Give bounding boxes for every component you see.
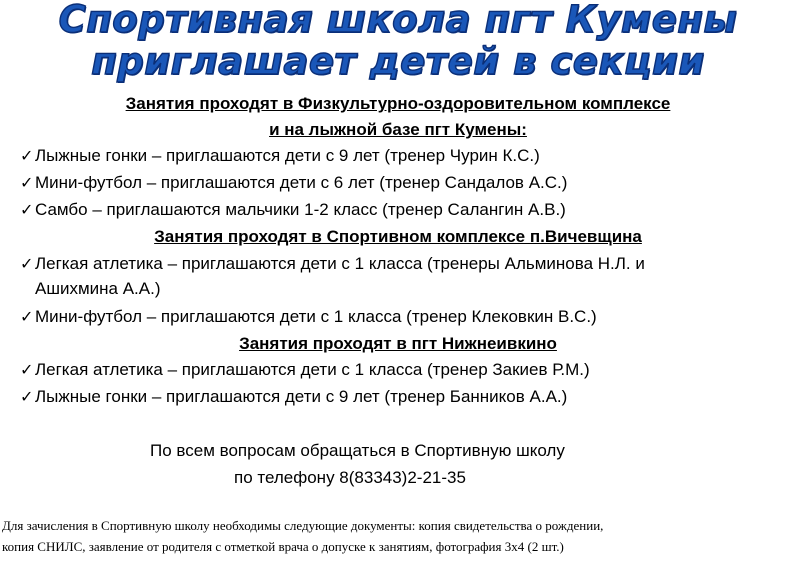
checkmark-icon: ✓ <box>20 175 34 192</box>
section-1-heading-line-1: Занятия проходят в Физкультурно-оздоровительном комплексе <box>125 94 671 113</box>
list-item <box>20 146 540 167</box>
list-item-text: Самбо – приглашаются мальчики 1-2 класс (тренер Салангин А.В.) <box>35 200 566 219</box>
poster-title-line-1: Спортивная школа пгт Кумены <box>58 0 738 41</box>
list-item-text: Легкая атлетика – приглашаются дети с 1 класса (тренеры Альминова Н.Л. и <box>35 254 645 273</box>
list-item-text: Мини-футбол – приглашаются дети с 1 класса (тренер Клековкин В.С.) <box>35 307 597 326</box>
list-item <box>20 307 597 328</box>
list-item-text: Мини-футбол – приглашаются дети с 6 лет (тренер Сандалов А.С.) <box>35 173 568 192</box>
list-item <box>20 254 645 275</box>
list-item <box>20 387 567 408</box>
list-item-continuation: Ашихмина А.А.) <box>35 279 161 298</box>
section-3-heading: Занятия проходят в пгт Нижнеивкино <box>239 334 557 353</box>
footnote-line-2: копия СНИЛС, заявление от родителя с отметкой врача о допуске к занятиям, фотография 3х4 (2 шт.) <box>2 539 564 554</box>
contact-line-1: По всем вопросам обращаться в Спортивную школу <box>150 441 565 460</box>
checkmark-icon: ✓ <box>20 202 34 219</box>
section-1-heading-line-2: и на лыжной базе пгт Кумены: <box>269 120 527 139</box>
list-item-text: Лыжные гонки – приглашаются дети с 9 лет (тренер Чурин К.С.) <box>35 146 540 165</box>
section-2-heading: Занятия проходят в Спортивном комплексе п.Вичевщина <box>154 227 642 246</box>
contact-phone: по телефону 8(83343)2-21-35 <box>234 468 466 487</box>
checkmark-icon: ✓ <box>20 389 34 406</box>
footnote-line-1: Для зачисления в Спортивную школу необходимы следующие документы: копия свидетельства о рождении, <box>2 518 604 533</box>
list-item <box>20 360 590 381</box>
list-item <box>20 200 566 221</box>
checkmark-icon: ✓ <box>20 256 34 273</box>
poster-title-line-2: приглашает детей в секции <box>91 40 705 83</box>
list-item-text: Лыжные гонки – приглашаются дети с 9 лет (тренер Банников А.А.) <box>35 387 568 406</box>
checkmark-icon: ✓ <box>20 148 34 165</box>
list-item-text: Легкая атлетика – приглашаются дети с 1 класса (тренер Закиев Р.М.) <box>35 360 590 379</box>
list-item <box>20 173 567 194</box>
checkmark-icon: ✓ <box>20 309 34 326</box>
checkmark-icon: ✓ <box>20 362 34 379</box>
